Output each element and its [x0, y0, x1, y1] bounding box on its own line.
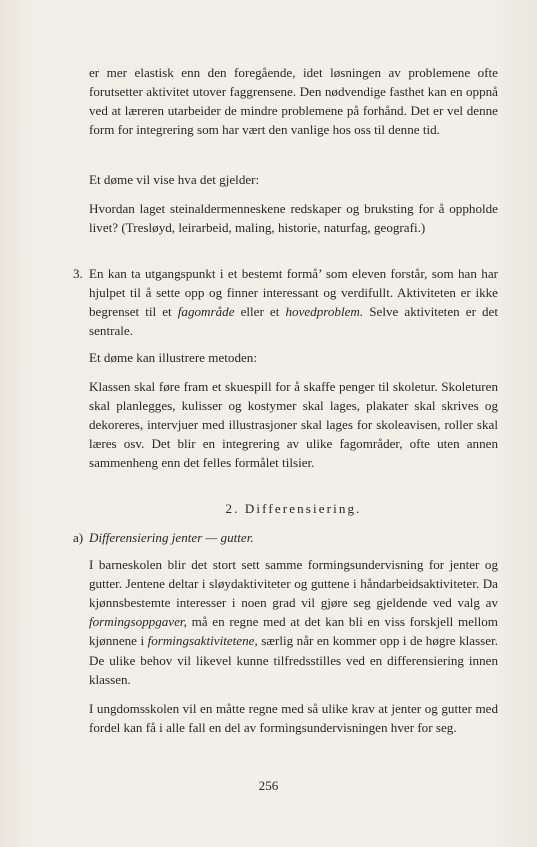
paragraph-school: I barneskolen blir det stort sett samme formingsundervisning for jenter og gutter. Jentene deltar i sløydaktiviteter og guttene i håndarbeidsaktiviteter. Da kjønnsbestemte interesser i noen grad vil gjøre seg gjeldende ved valg av formingsoppgaver, må en regne med at det kan bli en viss forskjell mellom kjønnene i formingsaktivitetene, særlig når en kommer opp i de høgre klasser. De ulike behov vil likevel kunne tilfredsstilles ved en differensiering innen klassen.: [89, 557, 498, 687]
section-heading-block: [89, 499, 498, 518]
text-top: [89, 63, 498, 139]
paragraph-point-3: 3. En kan ta utgangspunkt i et bestemt formå’ som eleven forstår, som han har hjulpet til å sette opp og finner interessant og verdifullt. Aktiviteten er ikke begrenset til et fagområde eller et hovedproblem. Selve aktiviteten er det sentrale.: [73, 266, 499, 339]
subheading: a) Differensiering jenter — gutter.: [89, 528, 498, 547]
paragraph-example-text: Hvordan laget steinaldermenneskene redskaper og bruksting for å oppholde livet? (Tresløyd, leirarbeid, maling, historie, naturfag, geografi.): [89, 201, 498, 236]
subheading-label: a): [73, 530, 84, 545]
paragraph-example-2-intro: Et døme kan illustrere metoden:: [89, 350, 257, 365]
paragraph-youth-school: I ungdomsskolen vil en måtte regne med så ulike krav at jenter og gutter med fordel kan få i alle fall en del av formingsundervisningen hver for seg.: [89, 700, 498, 735]
text-point-3: [73, 264, 499, 340]
text-section-2: [73, 528, 498, 737]
list-number: 3.: [73, 266, 83, 281]
paragraph-intro: er mer elastisk enn den foregående, idet løsningen av problemene ofte forutsetter aktivitet utover faggrensene. Den nødvendige fasthet kan en oppnå ved at læreren utarbeider de mindre problemene på forhånd. Det er vel denne form for integrering som har vært den vanlige hos oss til denne tid.: [89, 65, 498, 138]
page-number: 256: [258, 778, 279, 793]
text-example-2: [89, 348, 498, 473]
paragraph-example-intro: Et døme vil vise hva det gjelder:: [89, 172, 260, 187]
text-example-1: [89, 170, 498, 237]
section-heading: 2. Differensiering.: [225, 501, 362, 516]
paragraph-example-2-text: Klassen skal føre fram et skuespill for å skaffe penger til skoletur. Skoleturen skal planlegges, kulisser og kostymer skal lages, plakater skal skrives og dekoreres, intervjuer med illustrasjoner skal lages for skoleavisen, roller skal læres osv. Det blir en integrering av ulike fagområder, ofte uten annen sammenheng enn det felles formålet tilsier.: [89, 379, 498, 471]
